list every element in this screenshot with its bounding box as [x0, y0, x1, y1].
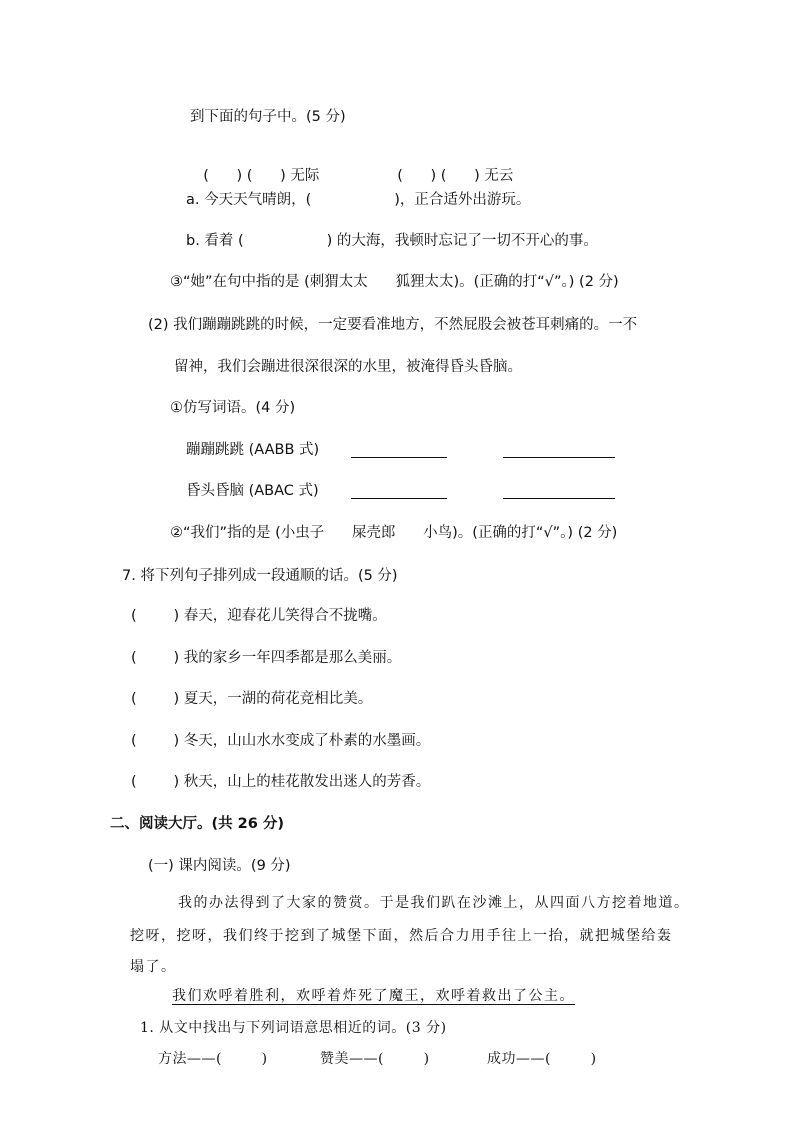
sentence-a: a. 今天天气晴朗，( )，正合适外出游玩。: [186, 192, 531, 208]
synonym-item-1: [158, 1050, 268, 1068]
order-blank[interactable]: ( ): [131, 650, 180, 666]
subsection-title: (一) 课内阅读。(9 分): [148, 858, 291, 874]
blank-pair[interactable]: ( ) ( ): [397, 168, 480, 184]
order-sentence: 冬天，山山水水变成了朴素的水墨画。: [183, 733, 431, 749]
question-intro-tail: 到下面的句子中。(5 分): [190, 109, 346, 125]
answer-line-aabb-1[interactable]: [351, 457, 447, 458]
underlined-sentence: 我们欢呼着胜利，欢呼着炸死了魔王，欢呼着救出了公主。: [172, 988, 575, 1004]
order-item: [131, 690, 372, 708]
passage-2-line-1: (2) 我们蹦蹦跳跳的时候，一定要看准地方，不然屁股会被苍耳刺痛的。一不: [148, 317, 638, 333]
order-item: [131, 607, 387, 625]
answer-line-aabb-2[interactable]: [503, 457, 615, 458]
sub-question-2: ②“我们”指的是 (小虫子 屎壳郎 小鸟)。(正确的打“√”。) (2 分): [170, 525, 618, 541]
synonym-blank[interactable]: ( ): [378, 1051, 430, 1067]
reading-passage-line-3: 塌了。: [130, 959, 177, 975]
order-blank[interactable]: ( ): [131, 733, 180, 749]
answer-line-abac-2[interactable]: [503, 498, 615, 499]
reading-passage-line-1: 我的办法得到了大家的赞赏。于是我们趴在沙滩上，从四面八方挖着地道。: [178, 895, 690, 911]
synonym-item-3: [487, 1050, 597, 1068]
order-blank[interactable]: ( ): [131, 608, 180, 624]
idiom-suffix: 无际: [290, 168, 320, 184]
fill-blank-pair-2: [388, 149, 513, 185]
synonym-blank[interactable]: ( ): [545, 1051, 597, 1067]
order-item: [131, 732, 430, 750]
word-pattern-aabb: 蹦蹦跳跳 (AABB 式): [186, 442, 320, 458]
synonym-item-2: [320, 1050, 430, 1068]
order-blank[interactable]: ( ): [131, 691, 180, 707]
section-2-title: 二、阅读大厅。(共 26 分): [110, 816, 285, 832]
order-sentence: 我的家乡一年四季都是那么美丽。: [183, 650, 402, 666]
synonym-word: 成功——: [487, 1051, 545, 1067]
blank-pair[interactable]: ( ) ( ): [203, 168, 286, 184]
order-item: [131, 773, 430, 791]
sub-question-1: ①仿写词语。(4 分): [170, 400, 296, 416]
order-sentence: 春天，迎春花儿笑得合不拢嘴。: [183, 608, 387, 624]
idiom-suffix: 无云: [484, 168, 514, 184]
synonym-blank[interactable]: ( ): [216, 1051, 268, 1067]
sentence-b: b. 看着 ( ) 的大海，我顿时忘记了一切不开心的事。: [186, 233, 598, 249]
question-1-title: 1. 从文中找出与下列词语意思相近的词。(3 分): [140, 1020, 447, 1036]
reading-passage-line-2: 挖呀，挖呀，我们终于挖到了城堡下面，然后合力用手往上一抬，就把城堡给轰: [130, 928, 673, 944]
fill-blank-pair-1: [194, 149, 319, 185]
order-sentence: 夏天，一湖的荷花竞相比美。: [183, 691, 373, 707]
sub-question-3: ③“她”在句中指的是 (刺猬太太 狐狸太太)。(正确的打“√”。) (2 分): [170, 274, 619, 290]
order-blank[interactable]: ( ): [131, 774, 180, 790]
word-pattern-abac: 昏头昏脑 (ABAC 式): [186, 483, 319, 499]
order-item: [131, 649, 401, 667]
synonym-word: 方法——: [158, 1051, 216, 1067]
order-sentence: 秋天，山上的桂花散发出迷人的芳香。: [183, 774, 431, 790]
passage-2-line-2: 留神，我们会蹦进很深很深的水里，被淹得昏头昏脑。: [174, 359, 522, 375]
question-7-title: 7. 将下列句子排列成一段通顺的话。(5 分): [122, 568, 398, 584]
synonym-word: 赞美——: [320, 1051, 378, 1067]
answer-line-abac-1[interactable]: [351, 498, 447, 499]
